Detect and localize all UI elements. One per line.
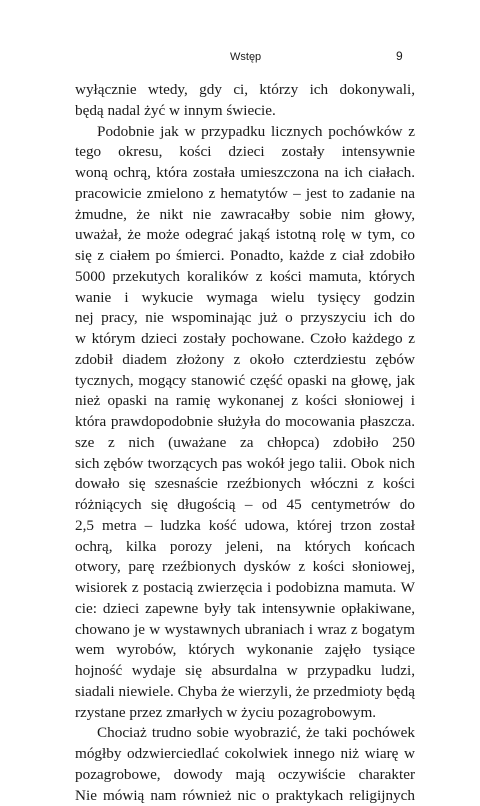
text-line: Podobnie jak w przypadku licznych pochówków z xyxy=(75,122,415,143)
text-line: dowało się szesnaście rzeźbionych włóczni z kości xyxy=(75,474,415,495)
text-line: w którym dzieci zostały pochowane. Czoło każdego z xyxy=(75,329,415,350)
text-line: będą nadal żyć w innym świecie. xyxy=(75,101,415,122)
text-line: hojność wydaje się absurdalna w przypadku ludzi, xyxy=(75,661,415,682)
text-line: cie: dzieci zapewne były tak intensywnie opłakiwane, xyxy=(75,599,415,620)
text-line: rzystane przez zmarłych w życiu pozagrobowym. xyxy=(75,703,415,724)
text-line: wem wyrobów, których wykonanie zajęło tysiące xyxy=(75,640,415,661)
text-line: tycznych, mogący stanowić część opaski na głowę, jak xyxy=(75,371,415,392)
text-line: 5000 przekutych koralików z kości mamuta, których xyxy=(75,267,415,288)
text-line: mógłby odzwierciedlać cokolwiek innego niż wiarę w xyxy=(75,744,415,765)
text-line: 2,5 metra – ludzka kość udowa, której trzon został xyxy=(75,516,415,537)
page-number: 9 xyxy=(396,49,403,63)
body-text xyxy=(75,80,415,806)
running-header: Wstęp xyxy=(230,51,261,63)
text-line: zdobił diadem złożony z około czterdziestu zębów xyxy=(75,350,415,371)
text-line: różniących się długością – od 45 centymetrów do xyxy=(75,495,415,516)
text-line: chowano je w wystawnych ubraniach i wraz z bogatym xyxy=(75,620,415,641)
text-line: nież opaski na ramię wykonanej z kości słoniowej i xyxy=(75,391,415,412)
text-line: nej pracy, nie wspominając już o przyszyciu ich do xyxy=(75,308,415,329)
text-line: wyłącznie wtedy, gdy ci, którzy ich dokonywali, xyxy=(75,80,415,101)
text-line: pracowicie zmielono z hematytów – jest to zadanie na xyxy=(75,184,415,205)
text-line: ochrą, kilka porozy jeleni, na których końcach xyxy=(75,537,415,558)
text-line: wisiorek z postacią zwierzęcia i podobizna mamuta. W xyxy=(75,578,415,599)
text-line: woną ochrą, która została umieszczona na ich ciałach. xyxy=(75,163,415,184)
text-line: otwory, parę rzeźbionych dysków z kości słoniowej, xyxy=(75,557,415,578)
text-line: która prawdopodobnie służyła do mocowania płaszcza. xyxy=(75,412,415,433)
text-line: żmudne, że nikt nie zawracałby sobie nim głowy, xyxy=(75,205,415,226)
text-line: siadali niewiele. Chyba że wierzyli, że przedmioty będą xyxy=(75,682,415,703)
text-line: Nie mówią nam również nic o praktykach religijnych xyxy=(75,786,415,806)
text-line: Chociaż trudno sobie wyobrazić, że taki pochówek xyxy=(75,723,415,744)
text-line: pozagrobowe, dowody mają oczywiście charakter xyxy=(75,765,415,786)
text-line: wanie i wykucie wymaga wielu tysięcy godzin xyxy=(75,288,415,309)
text-line: sich zębów tworzących pas wokół jego talii. Obok nich xyxy=(75,454,415,475)
text-line: się z ciałem po śmierci. Ponadto, każde z ciał zdobiło xyxy=(75,246,415,267)
text-line: uważał, że może odegrać jakąś istotną rolę w tym, co xyxy=(75,225,415,246)
text-line: sze z nich (uważane za chłopca) zdobiło 250 xyxy=(75,433,415,454)
text-line: tego okresu, kości dzieci zostały intensywnie xyxy=(75,142,415,163)
